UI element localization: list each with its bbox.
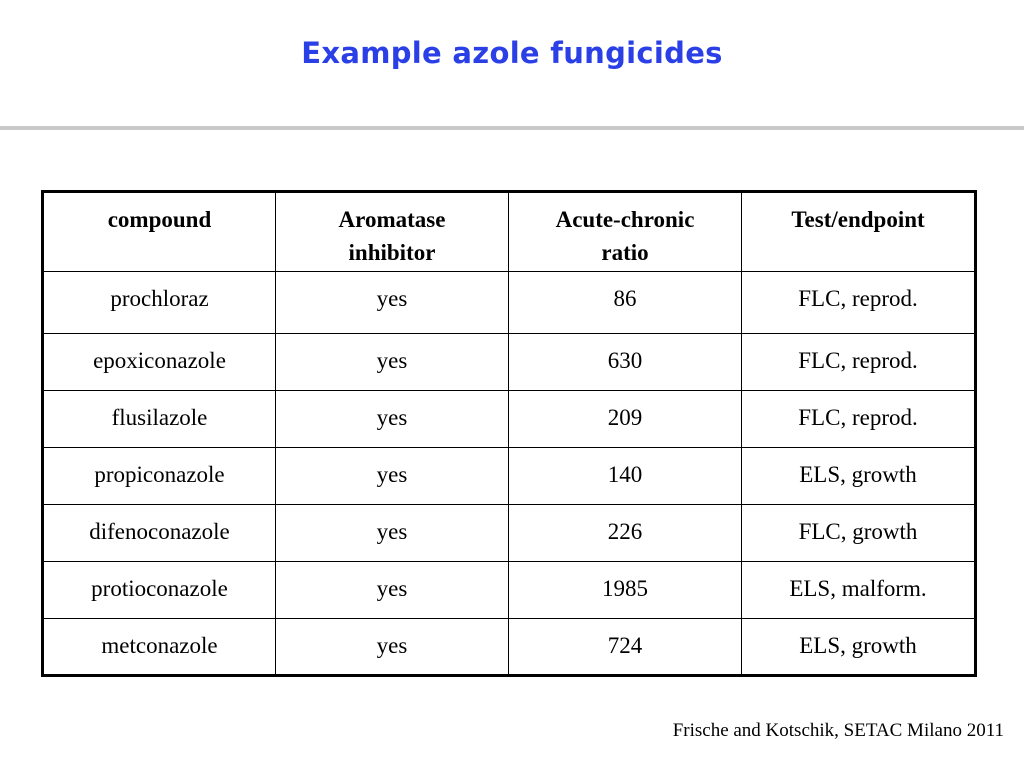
table-row [43,505,976,562]
cell-ratio: 724 [509,619,742,676]
cell-ratio: 226 [509,505,742,562]
header-ratio-line2: ratio [601,240,649,266]
header-aromatase-line1: Aromatase [338,207,446,232]
cell-endpoint: FLC, growth [742,505,976,562]
cell-aromatase: yes [276,391,509,448]
header-endpoint-label: Test/endpoint [791,207,925,232]
title-divider [0,126,1024,130]
source-citation: Frische and Kotschik, SETAC Milano 2011 [672,720,1004,741]
header-compound [43,192,276,272]
cell-aromatase: yes [276,272,509,334]
table-header-row [43,192,976,272]
header-acute-chronic-ratio [509,192,742,272]
cell-endpoint: ELS, growth [742,448,976,505]
cell-endpoint: FLC, reprod. [742,391,976,448]
cell-ratio: 1985 [509,562,742,619]
cell-endpoint: ELS, growth [742,619,976,676]
cell-ratio: 140 [509,448,742,505]
cell-aromatase: yes [276,448,509,505]
table-row [43,272,976,334]
header-test-endpoint [742,192,976,272]
cell-compound: flusilazole [43,391,276,448]
header-aromatase-line2: inhibitor [348,240,436,266]
cell-compound: difenoconazole [43,505,276,562]
table-row [43,334,976,391]
cell-endpoint: FLC, reprod. [742,334,976,391]
cell-compound: epoxiconazole [43,334,276,391]
azole-fungicides-table [41,190,977,677]
cell-compound: propiconazole [43,448,276,505]
cell-ratio: 209 [509,391,742,448]
cell-aromatase: yes [276,505,509,562]
cell-compound: prochloraz [43,272,276,334]
cell-ratio: 630 [509,334,742,391]
cell-endpoint: FLC, reprod. [742,272,976,334]
table-row [43,562,976,619]
header-compound-label: compound [107,207,212,232]
header-aromatase-inhibitor [276,192,509,272]
cell-aromatase: yes [276,619,509,676]
cell-aromatase: yes [276,334,509,391]
cell-compound: metconazole [43,619,276,676]
header-ratio-line1: Acute-chronic [555,207,695,232]
table-row [43,448,976,505]
table-row [43,619,976,676]
cell-ratio: 86 [509,272,742,334]
cell-compound: protioconazole [43,562,276,619]
cell-aromatase: yes [276,562,509,619]
slide-title: Example azole fungicides [301,36,723,70]
cell-endpoint: ELS, malform. [742,562,976,619]
table-row [43,391,976,448]
